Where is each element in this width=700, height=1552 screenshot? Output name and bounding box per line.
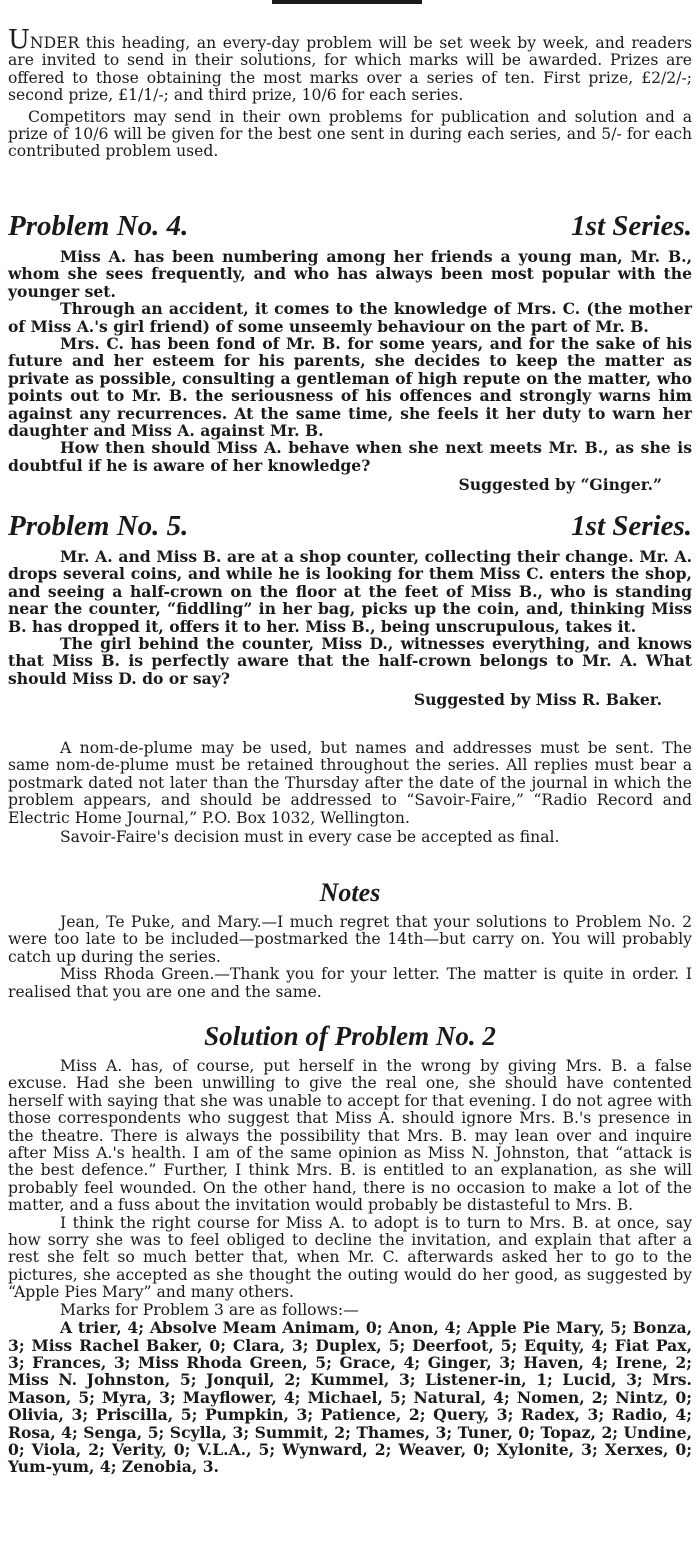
problem-5-paragraph: The girl behind the counter, Miss D., witnesses everything, and knows that Miss B. is perfectly aware that the half-crown belongs to Mr. A. What should Miss D. do or say? xyxy=(8,634,692,688)
problem-4-series: 1st Series. xyxy=(571,210,692,242)
problem-4-heading xyxy=(8,210,692,242)
problem-5-body xyxy=(8,548,692,709)
solution-paragraph-1: Miss A. has, of course, put herself in the wrong by giving Mrs. B. a false excuse. Had she been unwilling to give the real one, she should have contented herself with saying that she was unable to accept for that evening. I do not agree with those correspondents who suggest that Miss A. should ignore Mrs. B.'s presence in the theatre. There is always the possibility that Mrs. B. may lean over and inquire after Miss A.'s health. I am of the same opinion as Miss N. Johnston, that “attack is the best defence.” Further, I think Mrs. B. is entitled to an explanation, as she will probably feel wounded. On the other hand, there is no occasion to make a lot of the matter, and a fuss about the invitation would probably be distasteful to Mrs. B. xyxy=(8,1057,692,1215)
notes-paragraph-1: Jean, Te Puke, and Mary.—I much regret that your solutions to Problem No. 2 were too late to be included—postmarked the 14th—but carry on. You will probably catch up during the series. xyxy=(8,913,692,966)
problem-5-heading xyxy=(8,510,692,542)
problem-4-body xyxy=(8,248,692,494)
rules-section xyxy=(8,740,692,846)
problem-5-suggested-by: Suggested by Miss R. Baker. xyxy=(413,690,662,710)
intro-section xyxy=(8,25,692,161)
problem-4-paragraph: How then should Miss A. behave when she next meets Mr. B., as she is doubtful if he is aware of her knowledge? xyxy=(8,438,692,475)
marks-list: A trier, 4; Absolve Meam Animam, 0; Anon, 4; Apple Pie Mary, 5; Bonza, 3; Miss Rachel Baker, 0; Clara, 3; Duplex, 5; Deerfoot, 5; Equity, 4; Fiat Pax, 3; Frances, 3; Miss Rhoda Green, 5; Grace, 4; Ginger, 3; Haven, 4; Irene, 2; Miss N. Johnston, 5; Jonquil, 2; Kummel, 3; Listener-in, 1; Lucid, 3; Mrs. Mason, 5; Myra, 3; Mayflower, 4; Michael, 5; Natural, 4; Nomen, 2; Nintz, 0; Olivia, 3; Priscilla, 5; Pumpkin, 3; Patience, 2; Query, 3; Radex, 3; Radio, 4; Rosa, 4; Senga, 5; Scylla, 3; Summit, 2; Thames, 3; Tuner, 0; Topaz, 2; Undine, 0; Viola, 2; Verity, 0; V.L.A., 5; Wynward, 2; Weaver, 0; Xylonite, 3; Xerxes, 0; Yum-yum, 4; Zenobia, 3. xyxy=(8,1318,692,1477)
problem-5-title: Problem No. 5. xyxy=(8,510,189,542)
notes-paragraph-2: Miss Rhoda Green.—Thank you for your letter. The matter is quite in order. I realised that you are one and the same. xyxy=(8,965,692,1001)
problem-4-paragraph: Miss A. has been numbering among her friends a young man, Mr. B., whom she sees frequently, and who has always been most popular with the younger set. xyxy=(8,247,692,301)
solution-heading: Solution of Problem No. 2 xyxy=(204,1021,496,1051)
problem-4-paragraph: Mrs. C. has been fond of Mr. B. for some years, and for the sake of his future and her esteem for his parents, she decides to keep the matter as private as possible, consulting a gentleman of high repute on the matter, who points out to Mr. B. the seriousness of his offences and strongly warns him against any recurrences. At the same time, she feels it her duty to warn her daughter and Miss A. against Mr. B. xyxy=(8,334,692,441)
intro-paragraph-2: Competitors may send in their own problems for publication and solution and a prize of 10/6 will be given for the best one sent in during each series, and 5/- for each contributed problem used. xyxy=(8,107,692,161)
rules-paragraph-1: A nom-de-plume may be used, but names and addresses must be sent. The same nom-de-plume must be retained throughout the series. All replies must bear a postmark dated not later than the Thursday after the date of the journal in which the problem appears, and should be addressed to “Savoir-Faire,” “Radio Record and Electric Home Journal,” P.O. Box 1032, Wellington. xyxy=(8,739,692,827)
marks-intro: Marks for Problem 3 are as follows:— xyxy=(60,1300,359,1319)
drop-cap: U xyxy=(8,25,30,55)
intro-paragraph-1: UNDER this heading, an every-day problem will be set week by week, and readers are invited to send in their solutions, for which marks will be awarded. Prizes are offered to those obtaining the most marks over a series of ten. First prize, £2/2/-; second prize, £1/1/-; and third prize, 10/6 for each series. xyxy=(8,25,692,105)
problem-4-title: Problem No. 4. xyxy=(8,210,189,242)
notes-section xyxy=(8,878,692,1001)
solution-section xyxy=(8,1020,692,1476)
problem-5-series: 1st Series. xyxy=(571,510,692,542)
notes-heading: Notes xyxy=(319,878,381,907)
rules-paragraph-2: Savoir-Faire's decision must in every case be accepted as final. xyxy=(60,828,560,847)
problem-4-suggested-by: Suggested by “Ginger.” xyxy=(458,475,662,495)
problem-4-paragraph: Through an accident, it comes to the knowledge of Mrs. C. (the mother of Miss A.'s girl friend) of some unseemly behaviour on the part of Mr. B. xyxy=(8,299,692,336)
solution-paragraph-2: I think the right course for Miss A. to adopt is to turn to Mrs. B. at once, say how sorry she was to feel obliged to decline the invitation, and explain that after a rest she felt so much better that, when Mr. C. afterwards asked her to go to the pictures, she accepted as she thought the outing would do her good, as suggested by “Apple Pies Mary” and many others. xyxy=(8,1213,692,1302)
top-rule xyxy=(272,0,422,4)
problem-5-paragraph: Mr. A. and Miss B. are at a shop counter, collecting their change. Mr. A. drops several coins, and while he is looking for them Miss C. enters the shop, and seeing a half-crown on the floor at the feet of Miss B., who is standing near the counter, “fiddling” in her bag, picks up the coin, and, thinking Miss B. has dropped it, offers it to her. Miss B., being unscrupulous, takes it. xyxy=(8,547,692,636)
